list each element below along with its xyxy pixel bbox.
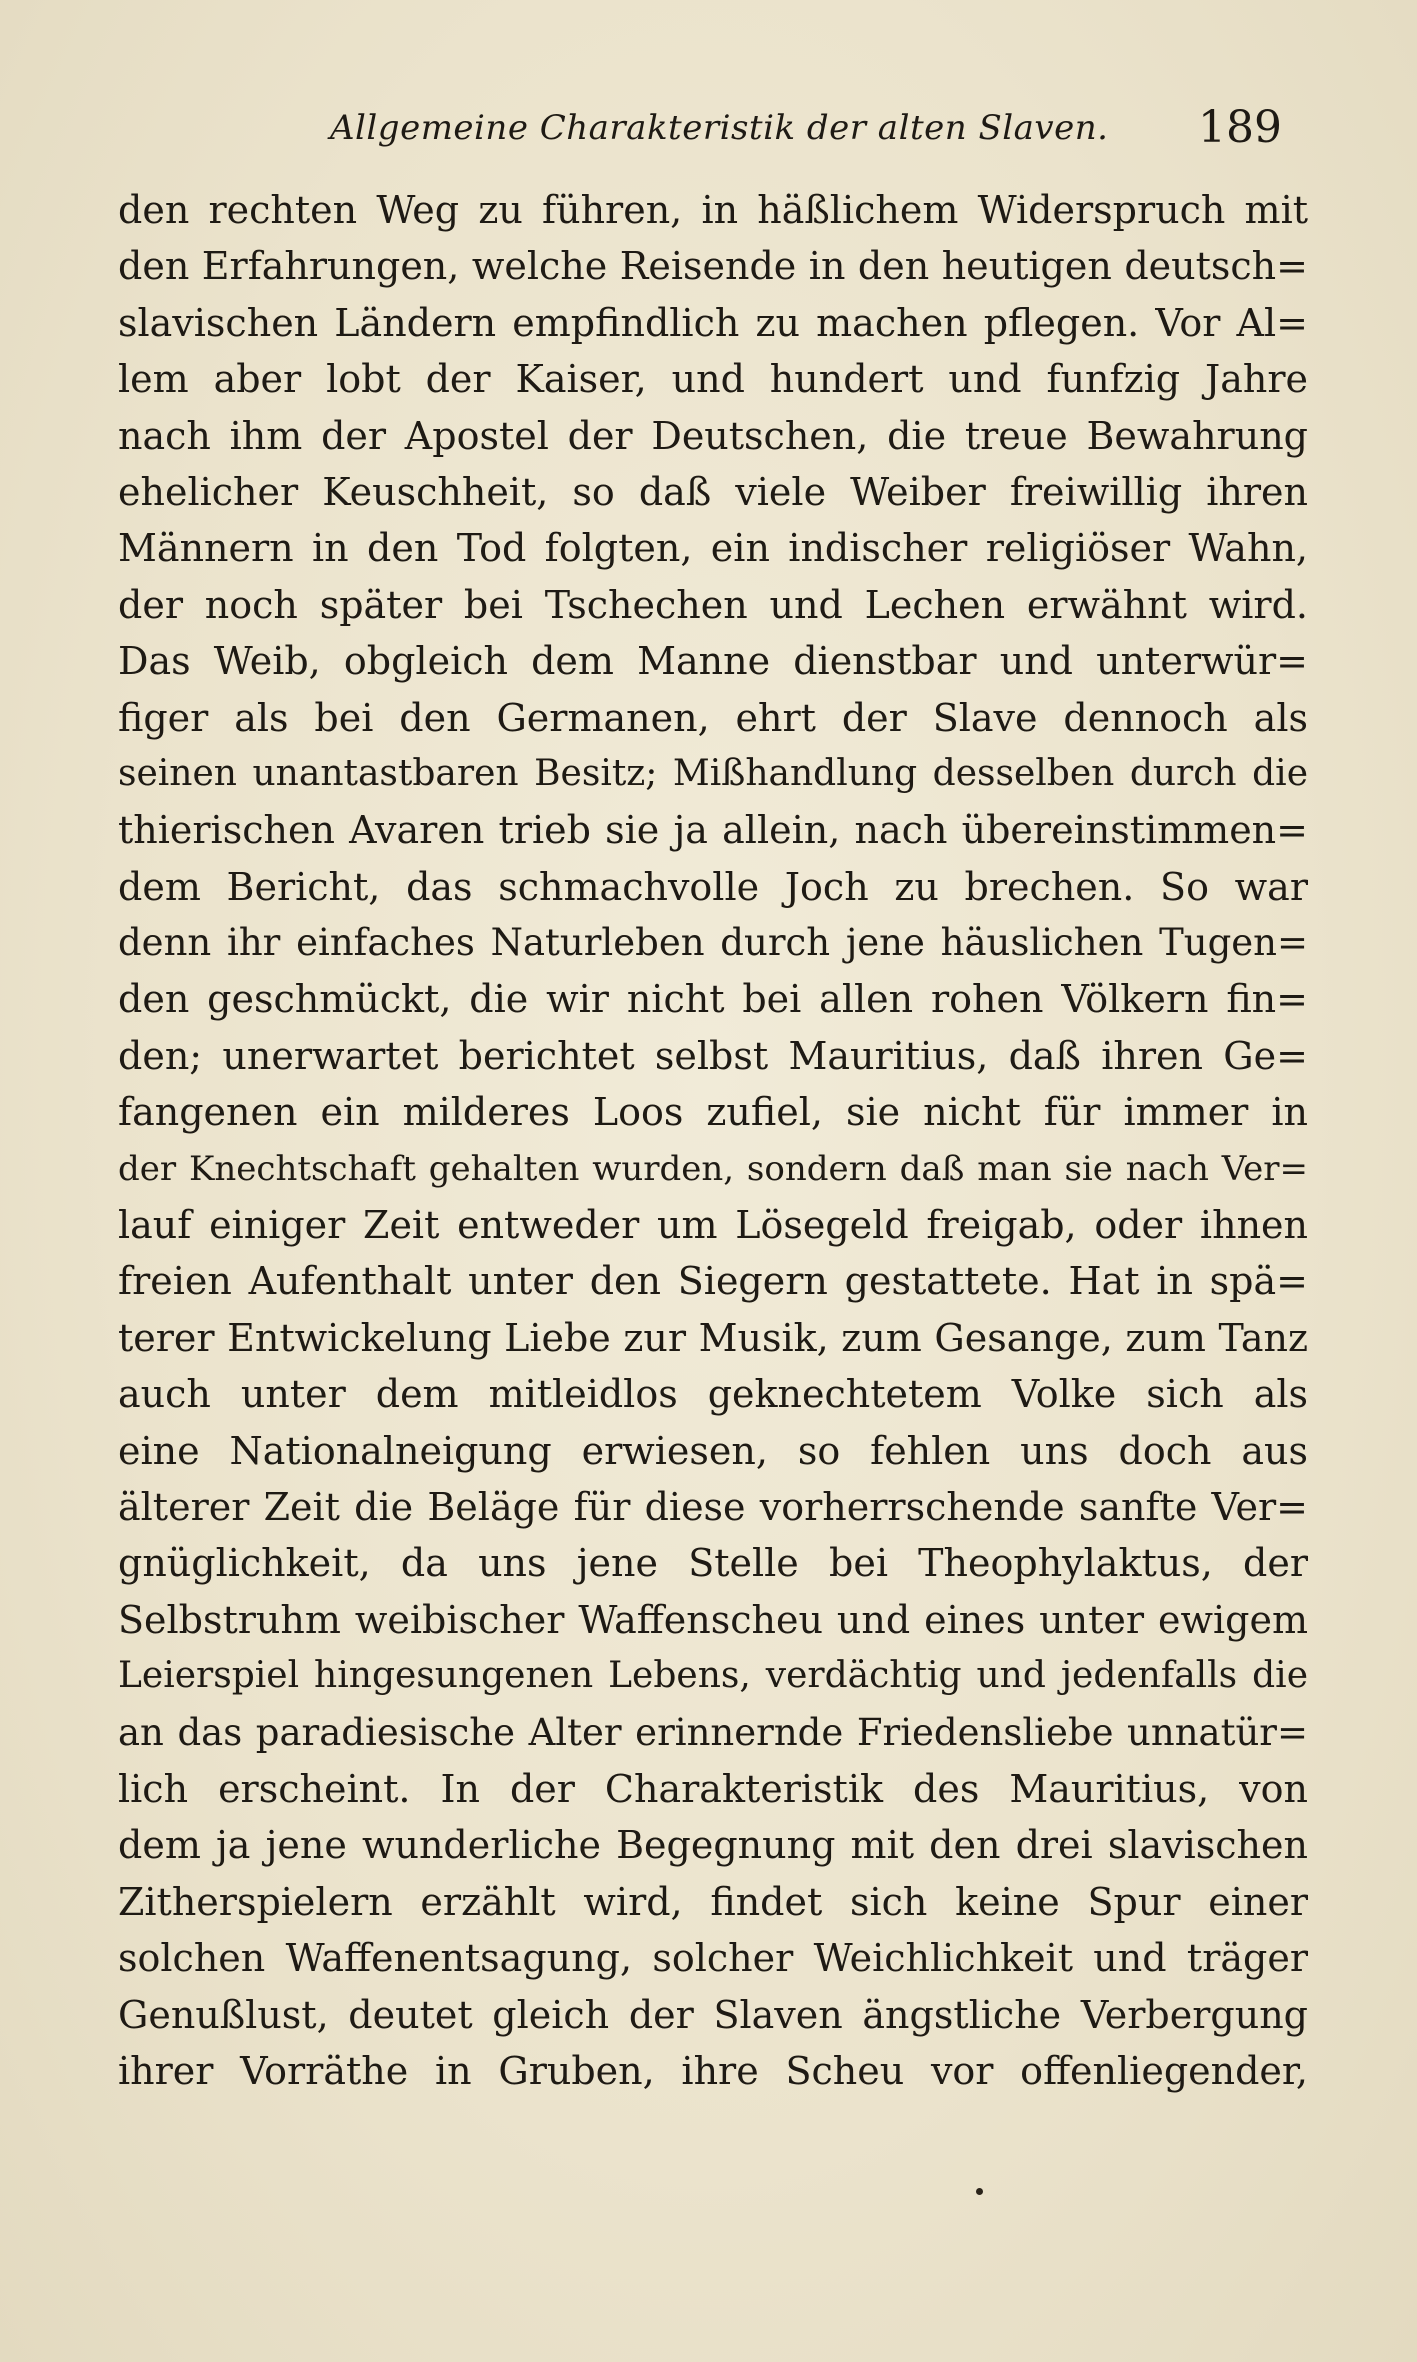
text-line: Männern in den Tod folgten, ein indischer religiöser Wahn, [118,526,1308,571]
body-text [118,182,1308,2099]
text-line: der Knechtschaft gehalten wurden, sondern daß man sie nach Ver= [118,1148,1308,1189]
text-line: ihrer Vorräthe in Gruben, ihre Scheu vor offenliegender, [118,2048,1308,2093]
text-line: lem aber lobt der Kaiser, und hundert und funfzig Jahre [118,357,1308,402]
text-line: dem ja jene wunderliche Begegnung mit den drei slavischen [118,1823,1308,1868]
text-line: thierischen Avaren trieb sie ja allein, nach übereinstimmen= [118,808,1308,853]
text-line: auch unter dem mitleidlos geknechtetem Volke sich als [118,1372,1308,1417]
text-line: figer als bei den Germanen, ehrt der Slave dennoch als [118,695,1308,740]
text-line: älterer Zeit die Beläge für diese vorherrschende sanfte Ver= [118,1484,1308,1529]
text-line: den; unerwartet berichtet selbst Mauritius, daß ihren Ge= [118,1033,1308,1078]
page-number: 189 [1198,102,1282,153]
text-line: nach ihm der Apostel der Deutschen, die treue Bewahrung [118,413,1308,458]
text-line: terer Entwickelung Liebe zur Musik, zum Gesange, zum Tanz [118,1315,1308,1360]
text-line: der noch später bei Tschechen und Lechen erwähnt wird. [118,582,1308,627]
text-line: gnüglichkeit, da uns jene Stelle bei Theophylaktus, der [118,1541,1308,1586]
text-line: Leierspiel hingesungenen Lebens, verdächtig und jedenfalls die [118,1655,1308,1697]
text-line: lauf einiger Zeit entweder um Lösegeld freigab, oder ihnen [118,1203,1308,1248]
text-line: den geschmückt, die wir nicht bei allen rohen Völkern fin= [118,977,1308,1022]
text-line: seinen unantastbaren Besitz; Mißhandlung desselben durch die [118,752,1308,794]
text-line: Zitherspielern erzählt wird, findet sich keine Spur einer [118,1879,1308,1924]
text-line: denn ihr einfaches Naturleben durch jene häuslichen Tugen= [118,921,1308,965]
text-line: den Erfahrungen, welche Reisende in den heutigen deutsch= [118,244,1308,289]
text-line: fangenen ein milderes Loos zufiel, sie nicht für immer in [118,1090,1308,1135]
running-title: Allgemeine Charakteristik der alten Slaven. [330,108,1109,148]
text-line: lich erscheint. In der Charakteristik des Mauritius, von [118,1766,1308,1811]
text-line: slavischen Ländern empfindlich zu machen pflegen. Vor Al= [118,300,1308,345]
ink-speck [976,2188,983,2195]
text-line: Genußlust, deutet gleich der Slaven ängstliche Verbergung [118,1992,1308,2037]
text-line: freien Aufenthalt unter den Siegern gestattete. Hat in spä= [118,1259,1308,1304]
text-line: den rechten Weg zu führen, in häßlichem Widerspruch mit [118,188,1308,232]
text-line: dem Bericht, das schmachvolle Joch zu brechen. So war [118,864,1308,909]
text-line: an das paradiesische Alter erinnernde Friedensliebe unnatür= [118,1710,1308,1754]
text-line: ehelicher Keuschheit, so daß viele Weiber freiwillig ihren [118,469,1308,514]
running-header [0,102,1417,168]
text-line: solchen Waffenentsagung, solcher Weichlichkeit und träger [118,1936,1308,1981]
text-line: Das Weib, obgleich dem Manne dienstbar und unterwür= [118,639,1308,684]
text-line: Selbstruhm weibischer Waffenscheu und eines unter ewigem [118,1597,1308,1642]
text-line: eine Nationalneigung erwiesen, so fehlen uns doch aus [118,1428,1308,1473]
